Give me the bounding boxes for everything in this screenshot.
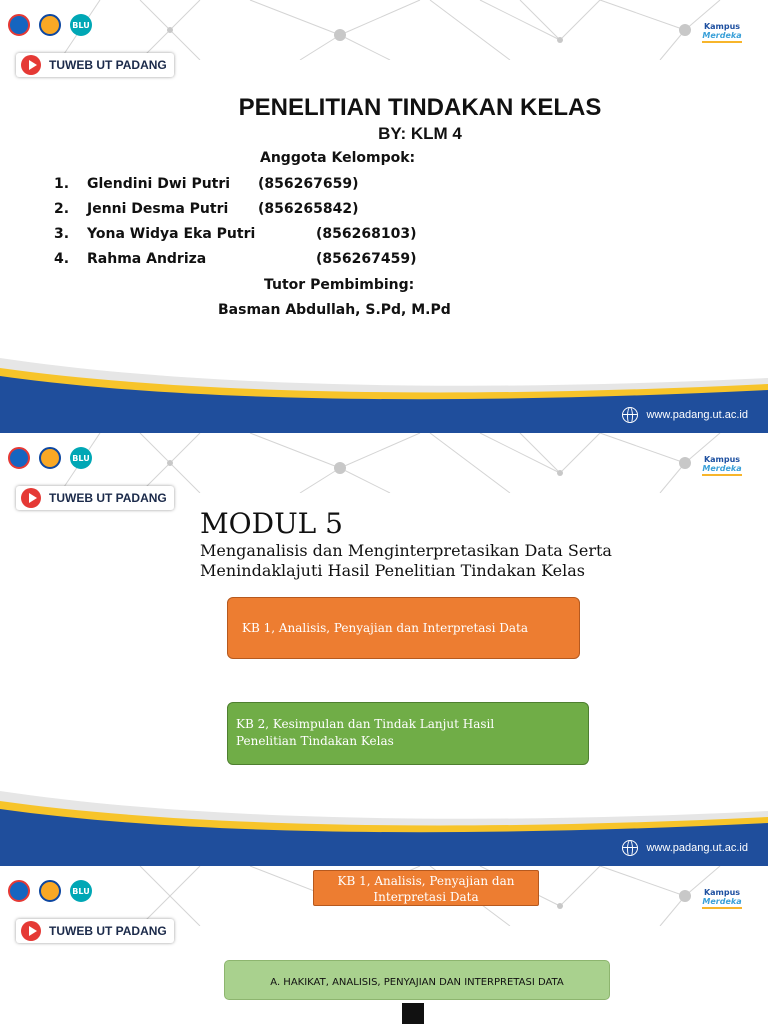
ministry-logo — [8, 14, 30, 36]
ministry-logo — [8, 447, 30, 469]
slide-3 — [0, 866, 768, 1024]
member-id: (856268103) — [316, 226, 417, 242]
slide-2 — [0, 433, 768, 866]
institution-logos — [8, 880, 92, 902]
member-num: 1. — [54, 176, 70, 192]
kb2-box: KB 2, Kesimpulan dan Tindak Lanjut Hasil Penelitian Tindakan Kelas — [227, 702, 589, 765]
tutor-heading: Tutor Pembimbing: — [264, 277, 415, 293]
tuweb-label: TUWEB UT PADANG — [49, 491, 167, 505]
institution-logos — [8, 14, 92, 36]
blu-logo: BLU — [70, 14, 92, 36]
slide-title: PENELITIAN TINDAKAN KELAS — [238, 94, 602, 121]
ut-logo — [39, 880, 61, 902]
member-name: Yona Widya Eka Putri — [87, 226, 256, 242]
connector-bar — [402, 1003, 424, 1024]
member-name: Jenni Desma Putri — [87, 201, 229, 217]
kampus-merdeka-logo: Kampus Merdeka — [702, 888, 742, 909]
play-icon — [21, 921, 41, 941]
ministry-logo — [8, 880, 30, 902]
members-heading: Anggota Kelompok: — [260, 150, 416, 166]
play-icon — [21, 55, 41, 75]
globe-icon — [622, 840, 638, 856]
ut-logo — [39, 447, 61, 469]
tuweb-label: TUWEB UT PADANG — [49, 924, 167, 938]
institution-logos — [8, 447, 92, 469]
website-link: www.padang.ut.ac.id — [622, 407, 748, 423]
module-subtitle: Menganalisis dan Menginterpretasikan Data Serta Menindaklajuti Hasil Penelitian Tindakan Kelas — [200, 541, 612, 580]
tuweb-badge — [16, 919, 174, 943]
slide-1 — [0, 0, 768, 433]
network-pattern — [0, 433, 768, 493]
play-icon — [21, 488, 41, 508]
kb1-box: KB 1, Analisis, Penyajian dan Interpretasi Data — [227, 597, 580, 659]
tuweb-badge — [16, 53, 174, 77]
globe-icon — [622, 407, 638, 423]
kampus-merdeka-logo: Kampus Merdeka — [702, 455, 742, 476]
blu-logo: BLU — [70, 447, 92, 469]
tuweb-badge — [16, 486, 174, 510]
member-id: (856265842) — [258, 201, 359, 217]
blu-logo: BLU — [70, 880, 92, 902]
group-label: BY: KLM 4 — [378, 124, 462, 143]
member-name: Rahma Andriza — [87, 251, 207, 267]
tutor-name: Basman Abdullah, S.Pd, M.Pd — [218, 302, 451, 318]
section-box: A. HAKIKAT, ANALISIS, PENYAJIAN DAN INTERPRETASI DATA — [224, 960, 610, 1000]
network-pattern — [0, 0, 768, 60]
member-num: 4. — [54, 251, 70, 267]
member-name: Glendini Dwi Putri — [87, 176, 231, 192]
member-id: (856267459) — [316, 251, 417, 267]
ut-logo — [39, 14, 61, 36]
member-num: 3. — [54, 226, 70, 242]
website-link: www.padang.ut.ac.id — [622, 840, 748, 856]
kampus-merdeka-logo: Kampus Merdeka — [702, 22, 742, 43]
member-num: 2. — [54, 201, 70, 217]
module-title: MODUL 5 — [200, 507, 343, 540]
kb1-header-box: KB 1, Analisis, Penyajian dan Interpretasi Data — [313, 870, 539, 906]
tuweb-label: TUWEB UT PADANG — [49, 58, 167, 72]
member-id: (856267659) — [258, 176, 359, 192]
